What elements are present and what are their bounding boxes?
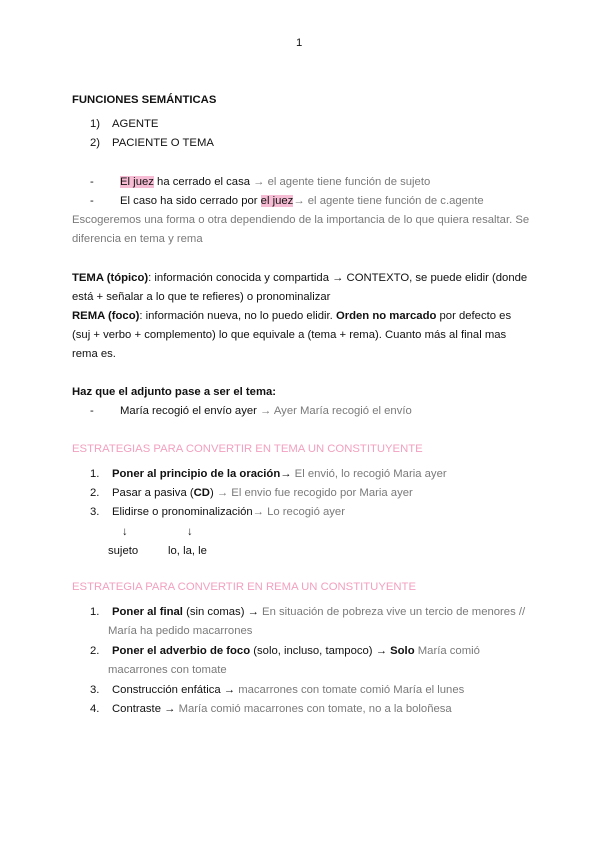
strategy-text: Construcción enfática → — [112, 684, 239, 696]
paragraph-line: (suj + verbo + complemento) lo que equivale a (tema + rema). Cuanto más al final mas — [72, 329, 507, 341]
strategy-example: macarrones con tomate comió María el lunes — [238, 684, 465, 696]
list-number: 4. — [90, 703, 100, 715]
list-text: AGENTE — [112, 118, 159, 130]
strategy-text: (solo, incluso, tampoco) — [250, 645, 376, 657]
down-arrow-icon: ↓ — [122, 526, 128, 538]
strategy-item — [90, 683, 464, 697]
dash: - — [90, 195, 94, 207]
strategy-item — [90, 486, 413, 500]
arrow: → — [280, 468, 292, 480]
example-active — [90, 175, 430, 189]
list-text: PACIENTE O TEMA — [112, 137, 214, 149]
strategy-item — [90, 467, 447, 481]
strategy-item — [90, 702, 452, 716]
strategy-example: El envió, lo recogió Maria ayer — [291, 468, 447, 480]
list-number: 1. — [90, 468, 100, 480]
tema-definition — [72, 271, 527, 285]
list-number: 3. — [90, 684, 100, 696]
list-number: 2. — [90, 487, 100, 499]
sujeto-label: sujeto — [108, 545, 139, 557]
section-heading: ESTRATEGIA PARA CONVERTIR EN REMA UN CONSTITUYENTE — [72, 581, 416, 593]
rema-text: : información nueva, no lo puedo elidir. — [139, 310, 336, 322]
strategy-text: Pasar a pasiva ( — [112, 487, 194, 499]
paragraph-line: diferencia en tema y rema — [72, 233, 203, 245]
rema-bold: Orden no marcado — [335, 310, 437, 322]
exercise-answer: → Ayer María recogió el envío — [260, 405, 412, 417]
function-item-paciente — [90, 136, 214, 150]
strategy-bold: Poner el adverbio de foco — [112, 645, 251, 657]
strategy-bold: → Solo — [375, 645, 415, 657]
strategy-example-cont: macarrones con tomate — [108, 664, 227, 676]
example-passive — [90, 194, 484, 208]
strategy-bold: Poner al final — [112, 606, 183, 618]
dash: - — [90, 405, 94, 417]
rema-label: REMA (foco) — [72, 310, 140, 322]
strategy-text: ) — [209, 487, 217, 499]
paragraph-line: está + señalar a lo que te refieres) o pronominalizar — [72, 291, 331, 303]
strategy-bold: Poner al principio de la oración — [112, 468, 281, 480]
rema-text: por defecto es — [436, 310, 512, 322]
tema-text: : información conocida y compartida → CONTEXTO, se puede elidir (donde — [148, 272, 528, 284]
list-number: 2) — [90, 137, 101, 149]
highlighted-agent: El juez — [120, 176, 154, 188]
page-title: FUNCIONES SEMÁNTICAS — [72, 94, 217, 106]
example-note: → el agente tiene función de c.agente — [293, 195, 484, 207]
strategy-text: (sin comas) → — [182, 606, 263, 618]
list-number: 1) — [90, 118, 101, 130]
strategy-item — [90, 605, 525, 619]
strategy-text: Contraste → — [112, 703, 179, 715]
strategy-example: María comió — [414, 645, 480, 657]
function-item-agente — [90, 117, 158, 131]
strategy-example: María comió macarrones con tomate, no a la boloñesa — [178, 703, 452, 715]
strategy-example-cont: María ha pedido macarrones — [108, 625, 253, 637]
example-text: ha cerrado el casa — [153, 176, 251, 188]
list-number: 1. — [90, 606, 100, 618]
strategy-item — [90, 505, 345, 519]
exercise-text: María recogió el envío ayer — [120, 405, 261, 417]
example-text: El caso ha sido cerrado por — [120, 195, 261, 207]
paragraph-line: rema es. — [72, 348, 116, 360]
strategy-item — [90, 644, 480, 658]
list-number: 3. — [90, 506, 100, 518]
strategy-text: Elidirse o pronominalización — [112, 506, 253, 518]
section-heading: ESTRATEGIAS PARA CONVERTIR EN TEMA UN CONSTITUYENTE — [72, 443, 423, 455]
highlighted-agent: el juez — [260, 195, 294, 207]
strategy-example: En situación de pobreza vive un tercio de menores // — [262, 606, 526, 618]
strategy-bold: CD — [193, 487, 210, 499]
exercise-item — [90, 404, 412, 418]
rema-definition — [72, 309, 511, 323]
tema-label: TEMA (tópico) — [72, 272, 149, 284]
pronouns-label: lo, la, le — [168, 545, 207, 557]
list-number: 2. — [90, 645, 100, 657]
down-arrow-icon: ↓ — [187, 526, 193, 538]
example-note: → el agente tiene función de sujeto — [250, 176, 431, 188]
page-number: 1 — [296, 37, 303, 49]
strategy-example: → El envio fue recogido por Maria ayer — [216, 487, 413, 499]
dash: - — [90, 176, 94, 188]
paragraph-line: Escogeremos una forma o otra dependiendo de la importancia de lo que quiera resaltar. Se — [72, 214, 530, 226]
exercise-title: Haz que el adjunto pase a ser el tema: — [72, 386, 277, 398]
strategy-example: → Lo recogió ayer — [252, 506, 345, 518]
